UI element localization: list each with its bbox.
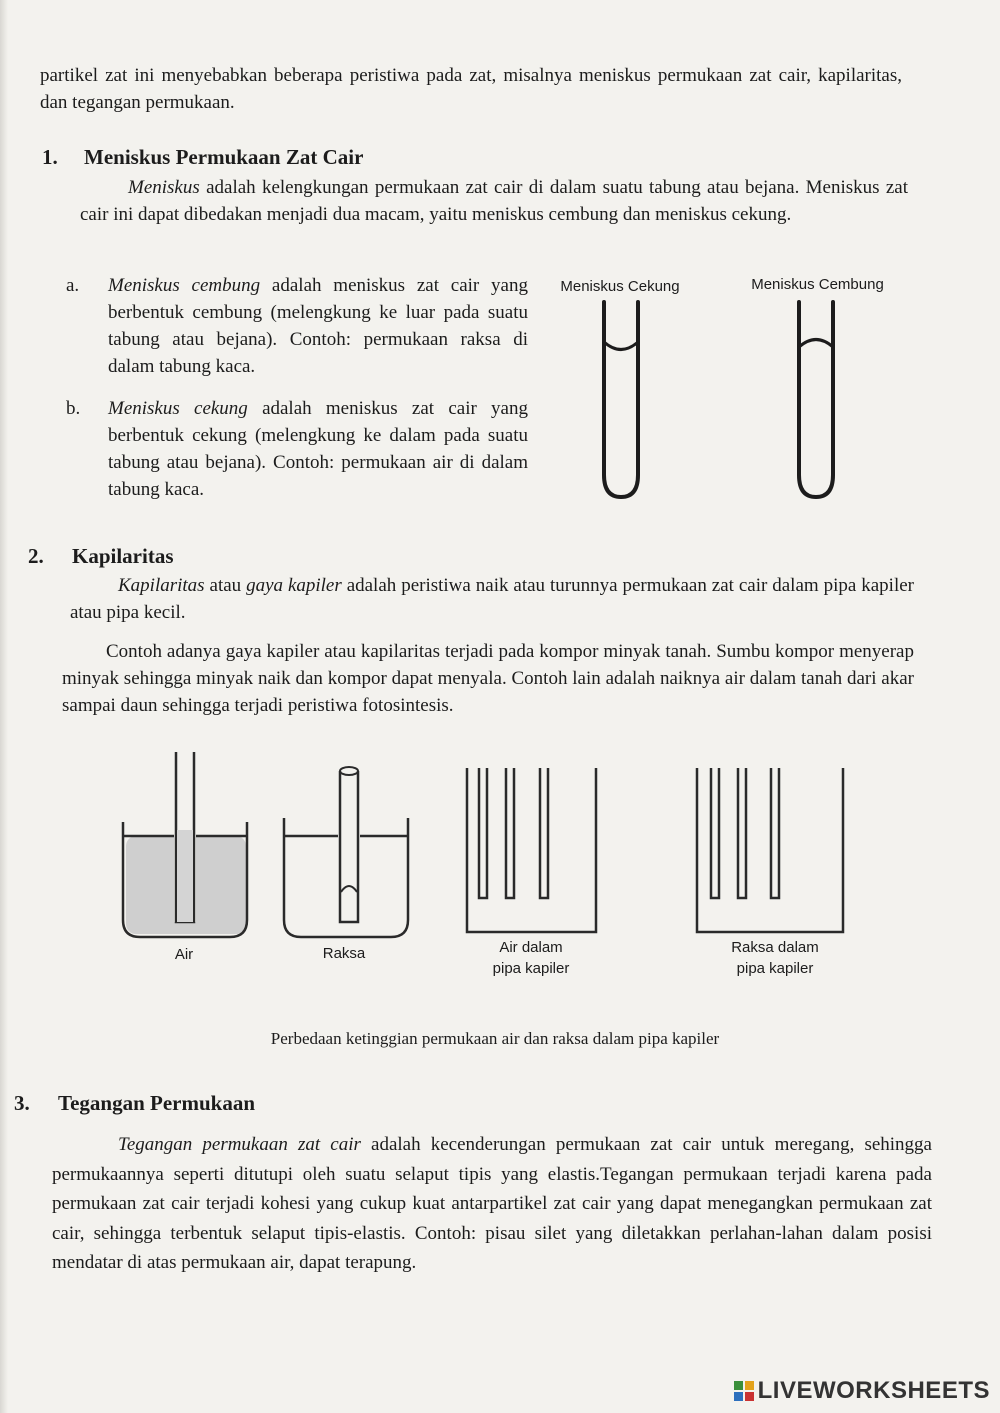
text-meniskus-cekung: adalah meniskus zat cair yang berbentuk cekung (melengkung ke dalam pada suatu tabung atau bejana). Contoh: permukaan air di dalam tabung kaca. bbox=[108, 398, 528, 500]
label-raksa-pipa: Raksa dalam pipa kapiler bbox=[731, 939, 819, 977]
section-1-number: 1. bbox=[42, 145, 58, 169]
label-meniskus-cembung: Meniskus Cembung bbox=[751, 276, 884, 293]
list-letter-b: b. bbox=[66, 398, 81, 419]
kapilaritas-term: Kapilaritas bbox=[118, 575, 205, 596]
label-air: Air bbox=[174, 946, 194, 963]
logo-text: LIVEWORKSHEETS bbox=[757, 1377, 990, 1404]
figure-caption: Perbedaan ketinggian permukaan air dan raksa dalam pipa kapiler bbox=[270, 1029, 720, 1048]
section-3-paragraph bbox=[52, 1130, 932, 1278]
section-2-example: Contoh adanya gaya kapiler atau kapilaritas terjadi pada kompor minyak tanah. Sumbu kompor menyerap minyak sehingga minyak naik dan kompor dapat menyala. Contoh lain adalah naiknya air dalam tanah dari akar sampai daun sehingga terjadi peristiwa fotosintesis. bbox=[62, 641, 914, 716]
tegangan-text: adalah kecenderungan permukaan zat cair untuk meregang, sehingga permukaannya seperti ditutupi oleh suatu selaput tipis yang elastis.Tegangan permukaan terjadi karena pada permukaan zat cair terjadi kohesi yang cukup kuat antarpartikel zat cair yang dapat menegangkan permukaan zat cair, sehingga terbentuk selaput tipis-elastis. Contoh: pisau silet yang diletakkan perlahan-lahan dalam posisi mendatar di atas permukaan air, dapat terapung. bbox=[52, 1134, 932, 1273]
container-air-pipa bbox=[467, 768, 596, 932]
meniskus-definition-text: adalah kelengkungan permukaan zat cair di dalam suatu tabung atau bejana. Meniskus zat cair ini dapat dibedakan menjadi dua macam, yaitu meniskus cembung dan meniskus cekung. bbox=[80, 177, 908, 225]
label-raksa: Raksa bbox=[322, 945, 366, 962]
beaker-air bbox=[123, 752, 247, 937]
kapilaritas-mid: atau bbox=[204, 575, 247, 596]
text-meniskus-cembung: adalah meniskus zat cair yang berbentuk cembung (melengkung ke luar pada suatu tabung atau bejana). Contoh: permukaan raksa di dalam tabung kaca. bbox=[108, 275, 528, 377]
list-letter-a: a. bbox=[66, 275, 80, 296]
gaya-kapiler-term: gaya kapiler bbox=[246, 575, 342, 596]
section-3-number: 3. bbox=[14, 1091, 30, 1115]
kapilaritas-definition-text: adalah peristiwa naik atau turunnya permukaan zat cair dalam pipa kapiler atau pipa kecil. bbox=[70, 575, 914, 623]
label-meniskus-cekung: Meniskus Cekung bbox=[560, 278, 680, 295]
meniskus-term: Meniskus bbox=[128, 177, 200, 198]
section-3-heading bbox=[14, 1091, 255, 1116]
liveworksheets-logo[interactable] bbox=[734, 1377, 990, 1405]
container-raksa-pipa bbox=[697, 768, 843, 932]
label-air-pipa: Air dalam pipa kapiler bbox=[492, 939, 570, 977]
section-1-title: Meniskus Permukaan Zat Cair bbox=[84, 145, 364, 169]
tegangan-term: Tegangan permukaan zat cair bbox=[118, 1134, 361, 1155]
section-3-title: Tegangan Permukaan bbox=[58, 1091, 256, 1115]
section-2-title: Kapilaritas bbox=[72, 544, 174, 568]
beaker-raksa bbox=[284, 767, 408, 937]
section-2-number: 2. bbox=[28, 544, 44, 568]
term-meniskus-cembung: Meniskus cembung bbox=[108, 275, 261, 296]
term-meniskus-cekung: Meniskus cekung bbox=[108, 398, 248, 419]
logo-icon bbox=[734, 1381, 754, 1401]
intro-paragraph: partikel zat ini menyebabkan beberapa peristiwa pada zat, misalnya meniskus permukaan zat cair, kapilaritas, dan tegangan permukaan. bbox=[40, 65, 902, 113]
